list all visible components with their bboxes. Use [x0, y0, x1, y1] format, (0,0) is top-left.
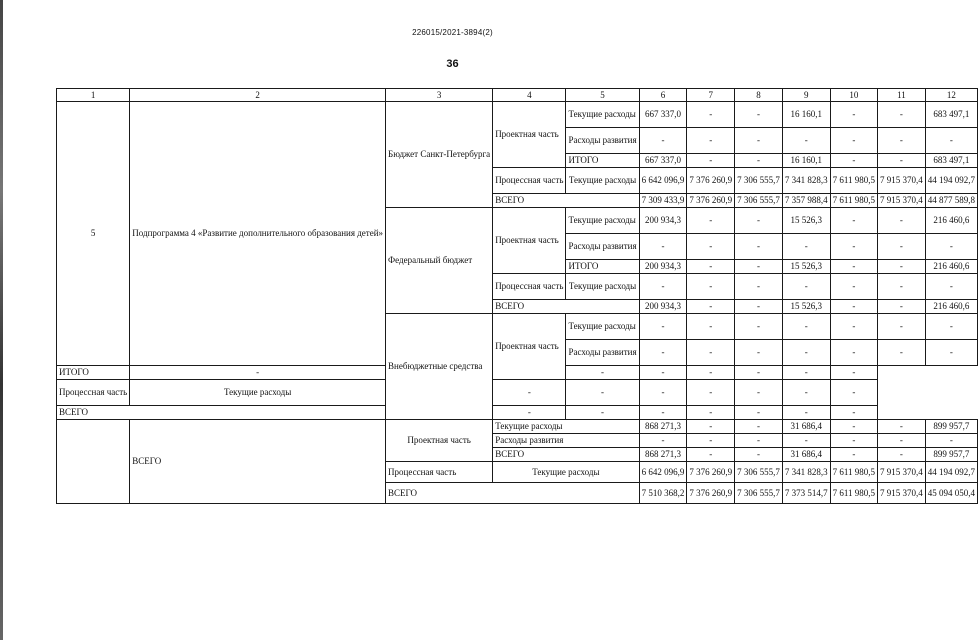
part-label: Процессная часть: [57, 380, 130, 406]
page-number: 36: [446, 58, 459, 70]
value-cell: -: [687, 406, 735, 420]
value-cell: -: [735, 314, 783, 340]
value-cell: -: [639, 274, 687, 300]
value-cell: -: [878, 448, 926, 462]
value-cell: -: [830, 366, 877, 380]
value-cell: -: [830, 314, 877, 340]
value-cell: -: [639, 234, 687, 260]
value-cell: -: [687, 274, 735, 300]
value-cell: -: [830, 102, 877, 128]
expense-type: Текущие расходы: [566, 274, 639, 300]
value-cell: 899 957,7: [925, 448, 977, 462]
value-cell: -: [687, 102, 735, 128]
value-cell: -: [639, 434, 687, 448]
part-label: Проектная часть: [493, 102, 566, 168]
value-cell: -: [878, 208, 926, 234]
value-cell: 31 686,4: [782, 420, 830, 434]
value-cell: -: [735, 366, 783, 380]
value-cell: -: [878, 434, 926, 448]
value-cell: -: [782, 128, 830, 154]
value-cell: -: [878, 102, 926, 128]
value-cell: 44 194 092,7: [925, 168, 977, 194]
table-row: [57, 102, 978, 128]
value-cell: -: [639, 380, 687, 406]
value-cell: 15 526,3: [782, 300, 830, 314]
value-cell: 44 877 589,8: [925, 194, 977, 208]
column-number: 5: [566, 89, 639, 102]
value-cell: -: [830, 300, 877, 314]
value-cell: -: [782, 380, 830, 406]
value-cell: -: [735, 380, 783, 406]
expense-type: Текущие расходы: [566, 314, 639, 340]
value-cell: -: [925, 314, 977, 340]
value-cell: -: [687, 420, 735, 434]
value-cell: 200 934,3: [639, 260, 687, 274]
part-label: Процессная часть: [493, 274, 566, 300]
part-label: Процессная часть: [386, 462, 493, 483]
value-cell: -: [830, 234, 877, 260]
subtotal-label: ИТОГО: [57, 366, 130, 380]
value-cell: -: [566, 366, 639, 380]
value-cell: 7 306 555,7: [735, 483, 783, 504]
value-cell: -: [878, 128, 926, 154]
value-cell: -: [925, 128, 977, 154]
column-number-row: [57, 89, 978, 102]
value-cell: -: [878, 300, 926, 314]
value-cell: -: [925, 234, 977, 260]
source-extra-budget: Внебюджетные средства: [386, 314, 493, 420]
expense-type: Текущие расходы: [493, 462, 639, 483]
value-cell: -: [687, 260, 735, 274]
column-number: 1: [57, 89, 130, 102]
value-cell: -: [782, 366, 830, 380]
subtotal-label: ИТОГО: [566, 154, 639, 168]
value-cell: 7 915 370,4: [878, 168, 926, 194]
value-cell: -: [735, 234, 783, 260]
value-cell: 6 642 096,9: [639, 462, 687, 483]
value-cell: -: [735, 260, 783, 274]
value-cell: -: [735, 420, 783, 434]
column-number: 11: [878, 89, 926, 102]
value-cell: -: [878, 274, 926, 300]
empty-cell: [57, 420, 130, 504]
value-cell: -: [830, 380, 877, 406]
value-cell: 868 271,3: [639, 448, 687, 462]
value-cell: 6 642 096,9: [639, 168, 687, 194]
value-cell: -: [735, 406, 783, 420]
value-cell: 7 306 555,7: [735, 194, 783, 208]
value-cell: -: [830, 128, 877, 154]
value-cell: -: [735, 274, 783, 300]
source-budget-spb: Бюджет Санкт-Петербурга: [386, 102, 493, 208]
value-cell: -: [830, 208, 877, 234]
value-cell: -: [735, 102, 783, 128]
value-cell: -: [830, 260, 877, 274]
value-cell: 7 510 368,2: [639, 483, 687, 504]
scan-edge: [0, 0, 3, 640]
value-cell: 899 957,7: [925, 420, 977, 434]
value-cell: 200 934,3: [639, 300, 687, 314]
value-cell: 868 271,3: [639, 420, 687, 434]
expense-type: Расходы развития: [566, 234, 639, 260]
value-cell: -: [687, 380, 735, 406]
value-cell: 16 160,1: [782, 154, 830, 168]
value-cell: 45 094 050,4: [925, 483, 977, 504]
table-row: [57, 380, 978, 406]
value-cell: -: [130, 366, 386, 380]
column-number: 9: [782, 89, 830, 102]
column-number: 10: [830, 89, 877, 102]
value-cell: -: [735, 128, 783, 154]
column-number: 12: [925, 89, 977, 102]
value-cell: 7 611 980,5: [830, 194, 877, 208]
expense-type: Текущие расходы: [566, 102, 639, 128]
value-cell: -: [687, 448, 735, 462]
value-cell: -: [925, 274, 977, 300]
part-label: Процессная часть: [493, 168, 566, 194]
value-cell: 216 460,6: [925, 208, 977, 234]
value-cell: -: [687, 208, 735, 234]
value-cell: -: [782, 314, 830, 340]
value-cell: 7 306 555,7: [735, 462, 783, 483]
expense-type: Текущие расходы: [493, 420, 639, 434]
value-cell: -: [925, 434, 977, 448]
value-cell: -: [735, 154, 783, 168]
value-cell: 7 373 514,7: [782, 483, 830, 504]
value-cell: 31 686,4: [782, 448, 830, 462]
value-cell: 7 376 260,9: [687, 462, 735, 483]
value-cell: 683 497,1: [925, 102, 977, 128]
column-number: 4: [493, 89, 566, 102]
value-cell: -: [735, 340, 783, 366]
value-cell: -: [687, 154, 735, 168]
value-cell: 216 460,6: [925, 300, 977, 314]
value-cell: -: [830, 420, 877, 434]
value-cell: 7 341 828,3: [782, 168, 830, 194]
value-cell: 44 194 092,7: [925, 462, 977, 483]
total-label: ВСЕГО: [386, 483, 640, 504]
value-cell: 7 915 370,4: [878, 483, 926, 504]
value-cell: -: [735, 300, 783, 314]
value-cell: -: [830, 340, 877, 366]
value-cell: 200 934,3: [639, 208, 687, 234]
value-cell: -: [830, 434, 877, 448]
value-cell: -: [639, 128, 687, 154]
value-cell: 7 341 828,3: [782, 462, 830, 483]
column-number: 2: [130, 89, 386, 102]
value-cell: -: [735, 448, 783, 462]
value-cell: -: [830, 448, 877, 462]
value-cell: -: [566, 380, 639, 406]
column-number: 3: [386, 89, 493, 102]
value-cell: -: [493, 406, 566, 420]
row-number: 5: [57, 102, 130, 366]
value-cell: 7 611 980,5: [830, 168, 877, 194]
budget-table: [56, 88, 978, 504]
value-cell: 7 309 433,9: [639, 194, 687, 208]
value-cell: -: [878, 314, 926, 340]
value-cell: 683 497,1: [925, 154, 977, 168]
value-cell: -: [782, 274, 830, 300]
grand-total-label: ВСЕГО: [130, 420, 386, 504]
value-cell: 15 526,3: [782, 208, 830, 234]
part-label: Проектная часть: [493, 208, 566, 274]
value-cell: -: [687, 128, 735, 154]
value-cell: -: [878, 154, 926, 168]
value-cell: -: [925, 340, 977, 366]
value-cell: -: [830, 406, 877, 420]
value-cell: 7 611 980,5: [830, 483, 877, 504]
table-row: [57, 406, 978, 420]
value-cell: -: [687, 300, 735, 314]
value-cell: 7 915 370,4: [878, 462, 926, 483]
column-number: 6: [639, 89, 687, 102]
value-cell: -: [687, 434, 735, 448]
value-cell: 216 460,6: [925, 260, 977, 274]
value-cell: -: [735, 208, 783, 234]
expense-type: Текущие расходы: [566, 168, 639, 194]
expense-type: Расходы развития: [566, 128, 639, 154]
value-cell: -: [639, 406, 687, 420]
value-cell: -: [782, 434, 830, 448]
value-cell: 7 376 260,9: [687, 168, 735, 194]
expense-type: Расходы развития: [566, 340, 639, 366]
total-label: ВСЕГО: [57, 406, 386, 420]
value-cell: -: [782, 234, 830, 260]
expense-type: Расходы развития: [493, 434, 639, 448]
value-cell: -: [830, 154, 877, 168]
value-cell: -: [493, 380, 566, 406]
value-cell: 7 915 370,4: [878, 194, 926, 208]
value-cell: -: [735, 434, 783, 448]
column-number: 8: [735, 89, 783, 102]
value-cell: -: [639, 366, 687, 380]
value-cell: 7 376 260,9: [687, 483, 735, 504]
value-cell: -: [639, 314, 687, 340]
subprogram-name: Подпрограмма 4 «Развитие дополнительного образования детей»: [130, 102, 386, 366]
total-label: ВСЕГО: [493, 448, 639, 462]
subtotal-label: ИТОГО: [566, 260, 639, 274]
value-cell: 16 160,1: [782, 102, 830, 128]
part-label: Проектная часть: [493, 314, 566, 380]
value-cell: 15 526,3: [782, 260, 830, 274]
value-cell: 7 357 988,4: [782, 194, 830, 208]
value-cell: -: [782, 340, 830, 366]
value-cell: -: [878, 260, 926, 274]
source-budget-federal: Федеральный бюджет: [386, 208, 493, 314]
value-cell: 667 337,0: [639, 154, 687, 168]
value-cell: 7 376 260,9: [687, 194, 735, 208]
expense-type: Текущие расходы: [566, 208, 639, 234]
value-cell: 7 306 555,7: [735, 168, 783, 194]
value-cell: -: [687, 234, 735, 260]
value-cell: -: [639, 340, 687, 366]
value-cell: -: [878, 234, 926, 260]
table-row: [57, 420, 978, 434]
value-cell: -: [687, 340, 735, 366]
value-cell: -: [878, 340, 926, 366]
value-cell: -: [782, 406, 830, 420]
value-cell: -: [687, 314, 735, 340]
value-cell: -: [687, 366, 735, 380]
value-cell: 667 337,0: [639, 102, 687, 128]
document-id: 226015/2021-3894(2): [412, 28, 493, 37]
expense-type: Текущие расходы: [130, 380, 386, 406]
part-label: Проектная часть: [386, 420, 493, 462]
total-label: ВСЕГО: [493, 300, 639, 314]
value-cell: -: [830, 274, 877, 300]
column-number: 7: [687, 89, 735, 102]
value-cell: 7 611 980,5: [830, 462, 877, 483]
value-cell: -: [566, 406, 639, 420]
total-label: ВСЕГО: [493, 194, 639, 208]
value-cell: -: [878, 420, 926, 434]
